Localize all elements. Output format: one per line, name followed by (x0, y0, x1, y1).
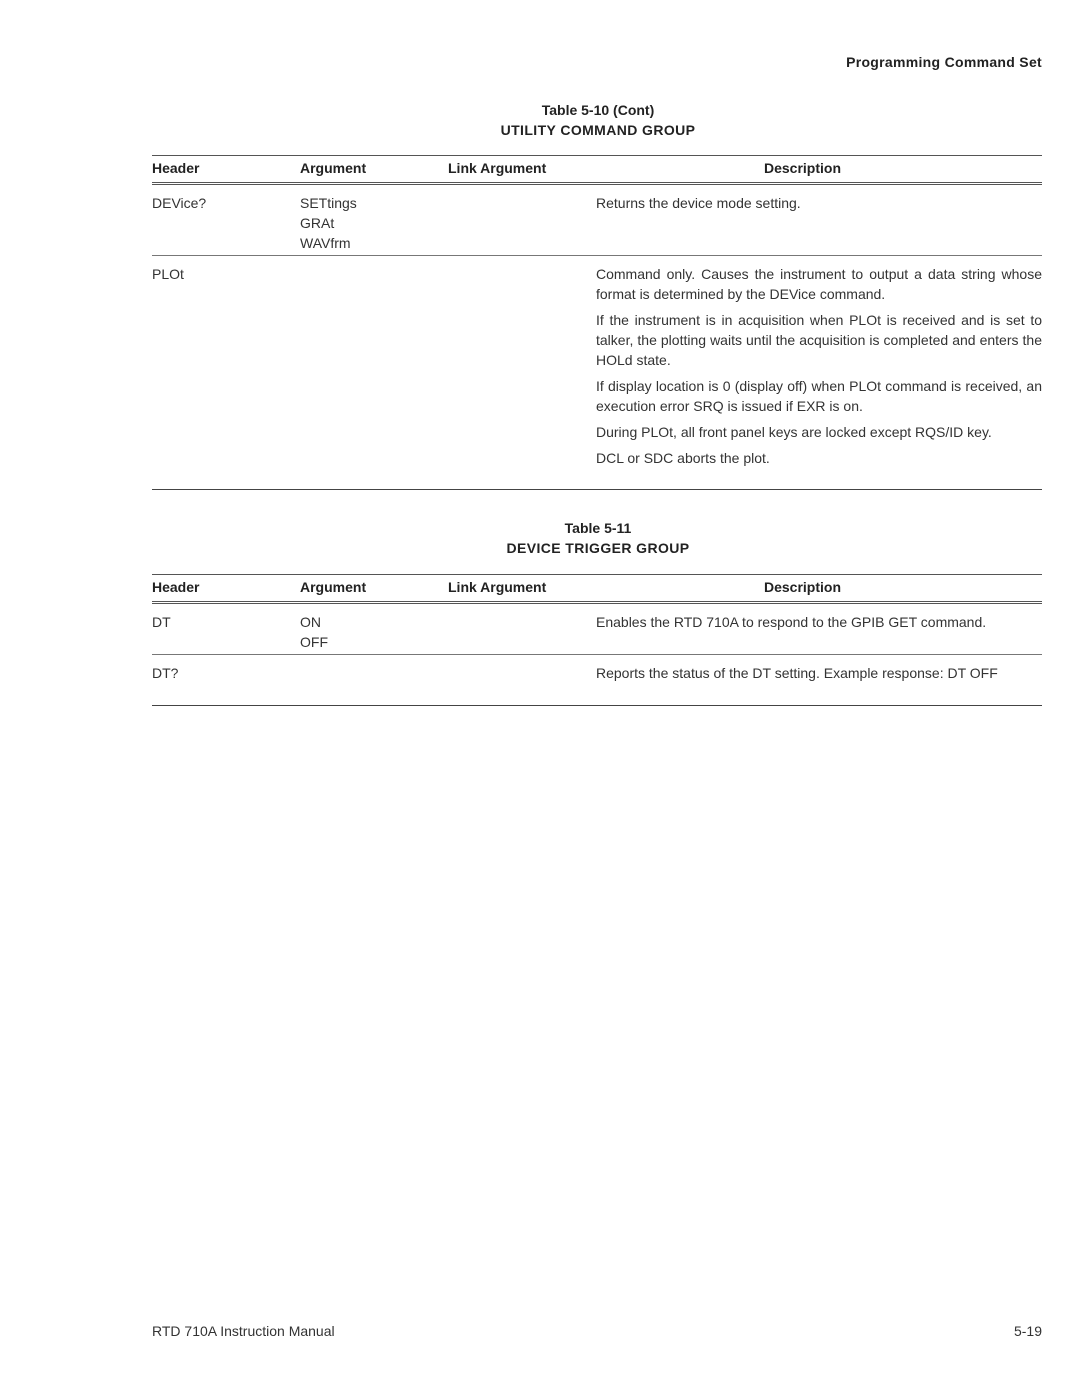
argument-off: OFF (300, 634, 328, 650)
table2-header-row (152, 574, 1042, 604)
row-arguments (300, 193, 357, 253)
row-description (596, 612, 1042, 632)
footer-manual-title: RTD 710A Instruction Manual (152, 1323, 335, 1339)
table1-caption-title: UTILITY COMMAND GROUP (500, 122, 696, 138)
table2-col-description: Description (764, 579, 842, 595)
row-header-dt: DT (152, 614, 171, 630)
table1-header-row (152, 155, 1042, 185)
table-row (152, 604, 1042, 655)
description-paragraph: Reports the status of the DT setting. Example response: DT OFF (596, 665, 998, 681)
device-trigger-table (152, 574, 1042, 706)
description-paragraph: DCL or SDC aborts the plot. (596, 450, 770, 466)
row-description (596, 663, 1042, 683)
argument-on: ON (300, 614, 321, 630)
table-row (152, 655, 1042, 706)
description-paragraph: Command only. Causes the instrument to output a data string whose format is determined by the DEVice command. (596, 266, 1042, 302)
table1-col-description: Description (764, 160, 842, 176)
table1-col-argument: Argument (300, 160, 367, 176)
row-description (596, 264, 1042, 468)
table2-caption-title: DEVICE TRIGGER GROUP (506, 540, 690, 556)
table-row (152, 256, 1042, 490)
running-head: Programming Command Set (846, 54, 1042, 70)
row-header-plot: PLOt (152, 266, 184, 282)
table1-caption (0, 100, 1080, 140)
argument-settings: SETtings (300, 195, 357, 211)
table2-caption (0, 518, 1080, 558)
row-arguments (300, 612, 328, 652)
argument-grat: GRAt (300, 215, 335, 231)
table1-col-link-argument: Link Argument (448, 160, 547, 176)
row-description (596, 193, 1042, 213)
row-header-devic: DEVice? (152, 195, 207, 211)
table1-col-header: Header (152, 160, 200, 176)
description-paragraph: If display location is 0 (display off) when PLOt command is received, an execution error SRQ is issued if EXR is on. (596, 378, 1042, 414)
table2-col-header: Header (152, 579, 200, 595)
description-paragraph: Enables the RTD 710A to respond to the GPIB GET command. (596, 614, 987, 630)
description-paragraph: If the instrument is in acquisition when PLOt is received and is set to talker, the plotting waits until the acquisition is completed and enters the HOLd state. (596, 312, 1042, 368)
table2-caption-number: Table 5-11 (564, 520, 632, 536)
utility-command-table (152, 155, 1042, 490)
table-row (152, 185, 1042, 256)
table2-col-link-argument: Link Argument (448, 579, 547, 595)
footer-page-number: 5-19 (1013, 1323, 1042, 1339)
table2-col-argument: Argument (300, 579, 367, 595)
row-header-dt-query: DT? (152, 665, 179, 681)
table1-caption-number: Table 5-10 (Cont) (541, 102, 655, 118)
description-paragraph: During PLOt, all front panel keys are locked except RQS/ID key. (596, 424, 992, 440)
argument-wavfrm: WAVfrm (300, 235, 351, 251)
description-paragraph: Returns the device mode setting. (596, 195, 801, 211)
